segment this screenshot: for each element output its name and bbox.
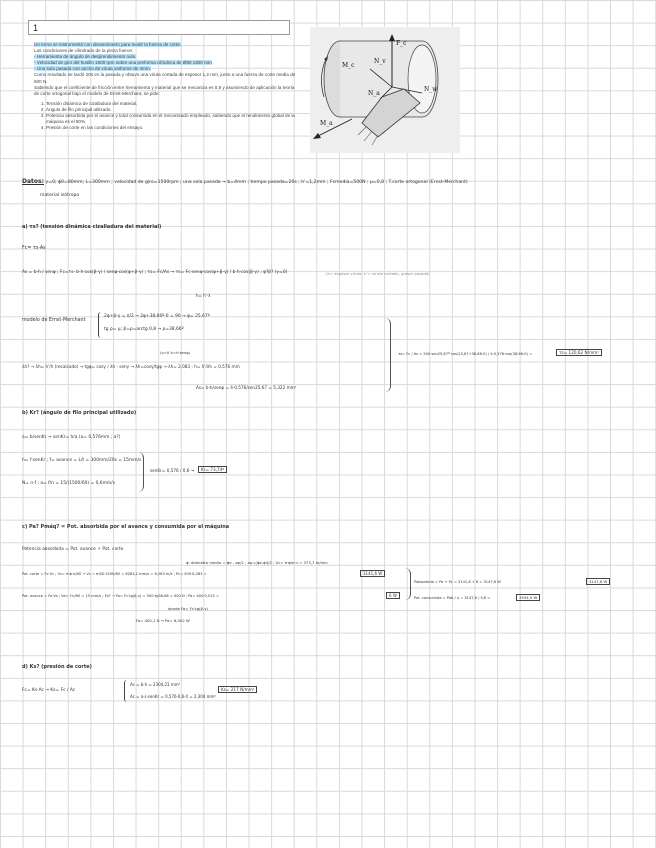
section-c-line-1: Potencia absorbida = Pot. avance + Pot. corte	[22, 547, 124, 552]
label-nw: N_w	[424, 86, 438, 93]
section-c-line-2: ϕ: diámetro medio = ϕe - ap/2 ; ap=(ϕe-ϕi)/2 ; Vc= π·ϕm·n = 373,7 m/min	[186, 560, 328, 565]
section-a-result: τs= 120,62 N/mm²	[556, 349, 602, 356]
section-d-brace	[124, 680, 127, 702]
exercise-number-field[interactable]: 1	[28, 20, 290, 35]
section-a-line-3: modelo de Ernst-Merchant	[22, 318, 86, 323]
label-fc: F_c	[396, 40, 407, 47]
statement-conditions-intro: Las condiciones de cilindrado de la pieza fueron:	[34, 48, 134, 54]
section-a-line-5: tg ρ= μ; β=ρ=arctg 0,8 → ρ=38,66º	[104, 327, 184, 332]
label-nv: N_v	[374, 58, 386, 65]
statement-intro: Un torno se instrumentó con dinamómetro para medir la fuerza de corte.	[34, 42, 182, 47]
question-item: 4. Presión de corte en las condiciones del ensayo.	[46, 125, 300, 131]
section-b-result-prefix: senKr= 0,576 / 0,6 →	[150, 468, 195, 473]
section-a-note: (h= espesor viruta; h'= viruta cortada, grosor pasada)	[326, 271, 430, 276]
section-a-heading: a) τs? (tensión dinámica cizalladura del material)	[22, 224, 162, 230]
label-mc: M_c	[342, 62, 355, 69]
section-c-line-3-result: 3141,6 W	[360, 570, 385, 577]
section-d-line-2: Ac = b·h = 2304,21 mm²	[130, 682, 181, 687]
question-list	[34, 101, 300, 131]
label-na: N_a	[368, 90, 380, 97]
section-c-brace	[404, 568, 411, 600]
section-b-line-2: h= f·senKr ; f= avance = L/t = 300mm/20s = 15mm/s	[22, 458, 142, 463]
section-a-line-7: As= b·h/senφ = 4·0,576/sen25,67 = 5,322 mm²	[196, 385, 297, 390]
statement-bullet: - Una sola pasada con ancho de viruta uniforme de 4mm.	[34, 66, 151, 72]
section-a-result-prefix: τs= Fc / As = 500·sen25,67º·cos(25,67+38,66-0) / 4·0,576·cos(38,66-0) =	[398, 352, 533, 356]
question-item: 3. Potencia absorbida por el avance y total consumida en el mecanizado empleado, sabiendo que el rendimiento global de la máquina es el 80%.	[46, 113, 300, 125]
section-c-maq: Pot. consumida = Pab / η = 3147,6 / 0,8 =	[414, 596, 491, 600]
section-d-heading: d) Ks? (presión de corte)	[22, 664, 92, 670]
section-a-line-4: 2φ+β-γ = π/2 → 2φ+38,66º-0 = 90 → φ= 25,67º	[104, 314, 210, 319]
section-a-line-6: λh? → λh= h'/h (recalcado) → tgφ= cosγ / λh - senγ → λh=cosγ/tgφ → λh= 2,083 ; h= h'/λh = 0,576 mm	[22, 364, 240, 369]
section-d-line-1: Fc= Ks·Ac → Ks= Fc / Ac	[22, 688, 76, 693]
section-b-line-3: N= n·f ; a= f/n = 15/(1500/60) = 0,6mm/v	[22, 481, 116, 486]
section-c-heading: c) Pa? Pmáq? = Pot. absorbida por el avance y consumida por el máquina	[22, 524, 230, 530]
section-d-line-3: Ac = a·s·senKr = 0,576·0,6·4 = 2,304 mm²	[130, 694, 216, 699]
section-a-line-2: h= h'·λ	[196, 293, 211, 298]
question-item: 2. Ángulo de filo principal utilizado.	[46, 107, 300, 113]
section-b-heading: b) Kr? (ángulo de filo principal utilizado)	[22, 410, 137, 416]
section-a-line-6-label: (γ=0 h=h'senφ)	[160, 350, 191, 355]
problem-statement	[34, 42, 300, 131]
datos-line-1: γ=0; ϕ0=80mm; L=300mm ; velocidad de giro=1500rpm ; una sola pasada → b=4mm ; tiempo pasada=20s ; h'=1,2mm ; Fcmedia=500N ; μ=0,8 ; T.corte ortogonal (Ernst-Merchant)	[45, 180, 468, 185]
label-ma: M_a	[320, 120, 333, 127]
statement-para-1: Como resultado se tardó 20s en la pasada y obtuvo una viruta cortada de espesor 1,2 mm, junto a una fuerza de corte media de 500 N.	[34, 72, 296, 84]
section-d-result: Ks= 217 N/mm²	[218, 686, 257, 693]
section-b-brace	[138, 452, 144, 492]
section-c-line-6: Fa= 400,1 N → Pa= 6,002 W	[136, 618, 190, 623]
section-a-line-1: As = b·h / senφ ; Fc=τs· b·h·cos(β-γ) / senφ·cos(φ+β-γ) ; τs= Fc/As → τs= Fc·senφ·cos(φ+β-γ) / b·h·cos(β-γ) ; φ?β? (γ=0)	[22, 270, 288, 275]
section-a-line-0: Fc= τs·As	[22, 246, 46, 251]
statement-para-2: Sabiendo que el coeficiente de fricción entre herramienta y material que se mecaniza es 0,8 y asumiendo de aplicación la teoría de corte ortogonal bajo el modelo de Ernst-Merchant, se pide:	[34, 84, 295, 96]
statement-bullet: - Herramienta de ángulo de desprendimiento nulo.	[34, 54, 137, 60]
datos-label: Datos:	[22, 178, 44, 185]
statement-bullet: - Velocidad de giro del husillo 1500 rpm sobre una preforma cilíndrica de Ø80 x300 mm	[34, 60, 212, 66]
section-c-total: Pabsorbida = Pa + Pc = 3141,6 + 6 = 3147,6 W	[414, 580, 501, 584]
section-b-result: Kr= 73,74º	[198, 466, 227, 473]
turning-diagram-svg	[310, 27, 460, 153]
system-brace	[98, 312, 101, 338]
section-b-line-1: a= b/senKr → senKr= h/a (a= 0,576mm ; a?)	[22, 435, 121, 440]
section-c-line-4-result: 6 W	[386, 592, 400, 599]
datos-line-2: material isótropo	[40, 193, 80, 198]
section-c-maq-result: 3934,5 W	[516, 594, 540, 601]
section-c-line-4: Pot. avance = Fa·Va ; Va= f·n/60 = 15 mm/s ; Fa? → Fa= Fc·tg(β-γ) = 500·tg38,66 = 400 N ; Pa= 400·0,015 =	[22, 594, 219, 598]
turning-diagram	[310, 27, 460, 153]
question-item: 1. Tensión dinámica de cizalladura del material.	[46, 101, 300, 107]
section-c-line-5: donde Fa= Fc·tg(β-γ)	[168, 606, 209, 611]
section-a-brace	[384, 318, 391, 392]
section-c-line-3: Pot. corte = Fc·Vc ; Vc= π·ϕ·n/60 → Vc = π·80·1500/60 = 6283,2 mm/s = 6,283 m/s ; Pc= 500·6,283 =	[22, 572, 207, 576]
section-c-total-result: 3147,6 W	[586, 578, 610, 585]
